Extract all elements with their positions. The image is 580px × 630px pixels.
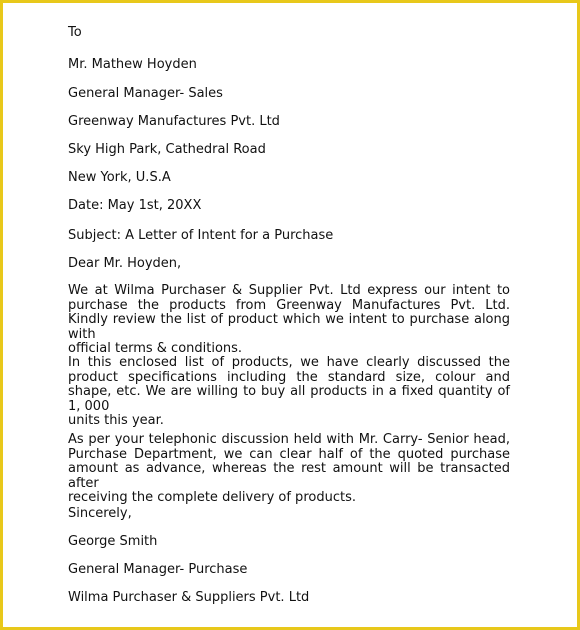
closing: Sincerely, — [68, 506, 132, 521]
paragraph-3-last-line: receiving the complete delivery of products. — [68, 490, 356, 505]
letter-subject: Subject: A Letter of Intent for a Purchase — [68, 228, 334, 243]
recipient-company: Greenway Manufactures Pvt. Ltd — [68, 114, 280, 129]
recipient-city: New York, U.S.A — [68, 170, 171, 185]
recipient-name: Mr. Mathew Hoyden — [68, 57, 197, 72]
body-paragraph-3 — [68, 433, 510, 506]
body-paragraph-2 — [68, 356, 510, 429]
paragraph-1-last-line: official terms & conditions. — [68, 341, 243, 356]
signature-company: Wilma Purchaser & Suppliers Pvt. Ltd — [68, 590, 310, 605]
signature-name: George Smith — [68, 534, 158, 549]
body-paragraph-1 — [68, 284, 510, 357]
recipient-address: Sky High Park, Cathedral Road — [68, 142, 266, 157]
recipient-title: General Manager- Sales — [68, 86, 223, 101]
salutation: Dear Mr. Hoyden, — [68, 256, 182, 271]
letter-date: Date: May 1st, 20XX — [68, 198, 202, 213]
signature-title: General Manager- Purchase — [68, 562, 248, 577]
paragraph-2-last-line: units this year. — [68, 413, 164, 428]
paragraph-1-text: We at Wilma Purchaser & Supplier Pvt. Ltd express our intent to purchase the products from Greenway Manufactures Pvt. Ltd. Kindly review the list of product which we intent to purchase along with — [68, 283, 510, 342]
to-label: To — [68, 25, 82, 40]
paragraph-3-text: As per your telephonic discussion held with Mr. Carry- Senior head, Purchase Department, we can clear half of the quoted purchase amount as advance, whereas the rest amount will be transacted after — [68, 432, 510, 491]
paragraph-2-text: In this enclosed list of products, we have clearly discussed the product specifications including the standard size, colour and shape, etc. We are willing to buy all products in a fixed quantity of 1, 000 — [68, 355, 510, 414]
